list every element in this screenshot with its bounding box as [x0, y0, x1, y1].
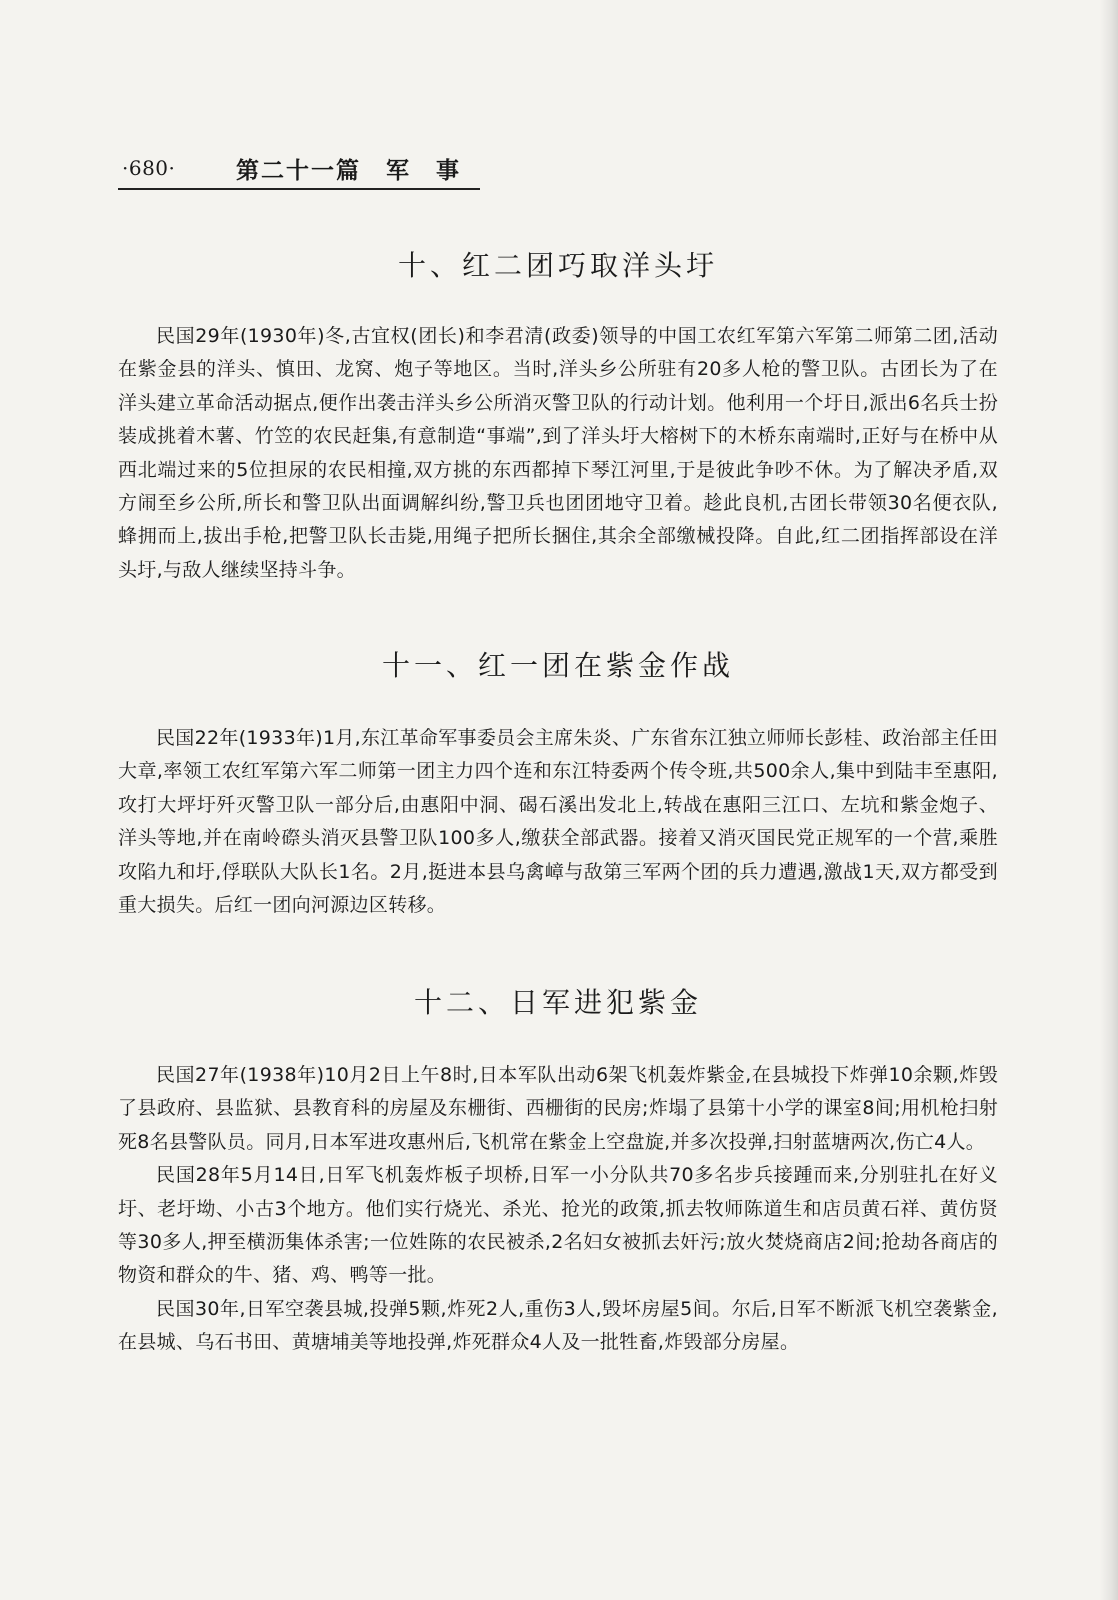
- section-10: [118, 248, 998, 587]
- page-number: ·680·: [122, 156, 176, 180]
- section-11: [118, 648, 998, 922]
- section-heading: 十一、红一团在紫金作战: [381, 649, 734, 682]
- paragraph: 民国29年(1930年)冬,古宜权(团长)和李君清(政委)领导的中国工农红军第六军第二师第二团,活动在紫金县的洋头、慎田、龙窝、炮子等地区。当时,洋头乡公所驻有20多人枪的警卫队。古团长为了在洋头建立革命活动据点,便作出袭击洋头乡公所消灭警卫队的行动计划。他利用一个圩日,派出6名兵士扮装成挑着木薯、竹笠的农民赶集,有意制造“事端”,到了洋头圩大榕树下的木桥东南端时,正好与在桥中从西北端过来的5位担尿的农民相撞,双方挑的东西都掉下琴江河里,于是彼此争吵不休。为了解决矛盾,双方闹至乡公所,所长和警卫队出面调解纠纷,警卫兵也团团地守卫着。趁此良机,古团长带领30名便衣队,蜂拥而上,拔出手枪,把警卫队长击毙,用绳子把所长捆住,其余全部缴械投降。自此,红二团指挥部设在洋头圩,与敌人继续坚持斗争。: [118, 325, 998, 581]
- chapter-title: 第二十一篇 军 事: [236, 158, 461, 184]
- paragraph: 民国28年5月14日,日军飞机轰炸板子坝桥,日军一小分队共70多名步兵接踵而来,分别驻扎在好义圩、老圩坳、小古3个地方。他们实行烧光、杀光、抢光的政策,抓去牧师陈道生和店员黄石祥、黄仿贤等30多人,押至横沥集体杀害;一位姓陈的农民被杀,2名妇女被抓去奸污;放火焚烧商店2间;抢劫各商店的物资和群众的牛、猪、鸡、鸭等一批。: [118, 1164, 998, 1287]
- section-12: [118, 985, 998, 1360]
- running-header: [118, 152, 480, 190]
- page-edge-shadow: [1100, 0, 1118, 1600]
- section-heading: 十二、日军进犯紫金: [413, 986, 702, 1019]
- paragraph: 民国22年(1933年)1月,东江革命军事委员会主席朱炎、广东省东江独立师师长彭桂、政治部主任田大章,率领工农红军第六军二师第一团主力四个连和东江特委两个传令班,共500余人,集中到陆丰至惠阳,攻打大坪圩歼灭警卫队一部分后,由惠阳中洞、碣石溪出发北上,转战在惠阳三江口、左坑和紫金炮子、洋头等地,并在南岭磜头消灭县警卫队100多人,缴获全部武器。接着又消灭国民党正规军的一个营,乘胜攻陷九和圩,俘联队大队长1名。2月,挺进本县乌禽嶂与敌第三军两个团的兵力遭遇,激战1天,双方都受到重大损失。后红一团向河源边区转移。: [118, 727, 998, 917]
- paragraph: 民国30年,日军空袭县城,投弹5颗,炸死2人,重伤3人,毁坏房屋5间。尔后,日军不断派飞机空袭紫金,在县城、乌石书田、黄塘埔美等地投弹,炸死群众4人及一批牲畜,炸毁部分房屋。: [118, 1297, 998, 1354]
- section-heading: 十、红二团巧取洋头圩: [397, 249, 718, 282]
- paragraph: 民国27年(1938年)10月2日上午8时,日本军队出动6架飞机轰炸紫金,在县城投下炸弹10余颗,炸毁了县政府、县监狱、县教育科的房屋及东栅街、西栅街的民房;炸塌了县第十小学的课室8间;用机枪扫射死8名县警队员。同月,日本军进攻惠州后,飞机常在紫金上空盘旋,并多次投弹,扫射蓝塘两次,伤亡4人。: [118, 1064, 998, 1153]
